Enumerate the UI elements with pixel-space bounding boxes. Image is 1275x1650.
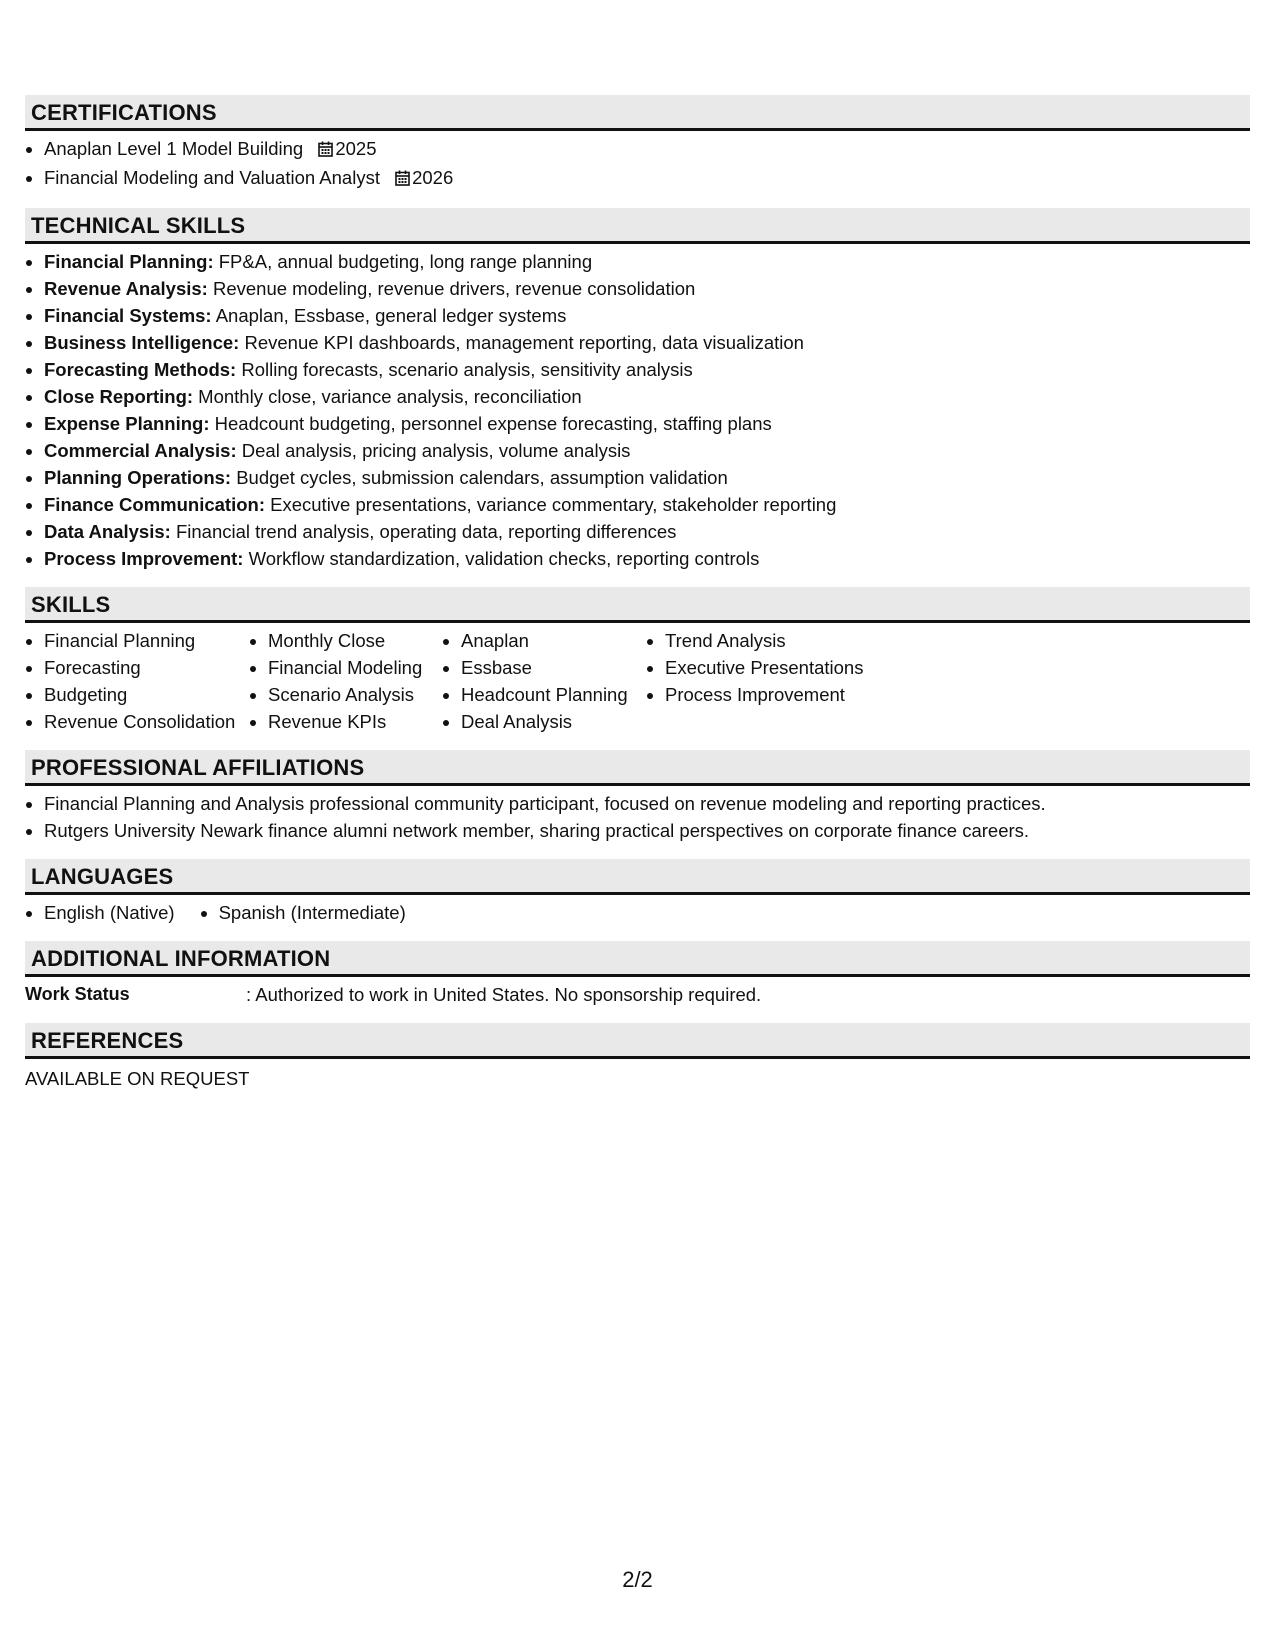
section-title: TECHNICAL SKILLS [25, 208, 1250, 244]
resume-page [25, 95, 1250, 1107]
references-text: AVAILABLE ON REQUEST [25, 1068, 250, 1089]
list-item: • Revenue KPIs [268, 708, 442, 735]
list-item: • Process Improvement [665, 681, 885, 708]
skill-detail: Workflow standardization, validation checks, reporting controls [243, 548, 760, 569]
skills-column [646, 627, 885, 735]
list-item [44, 329, 1250, 356]
affiliations-list [25, 790, 1250, 844]
list-item [44, 383, 1250, 410]
skills-column [442, 627, 646, 735]
language-item: • Spanish (Intermediate) [219, 899, 406, 926]
additional-info-section [25, 941, 1250, 1008]
technical-skills-section [25, 208, 1250, 572]
list-item: • Monthly Close [268, 627, 442, 654]
list-item [44, 410, 1250, 437]
list-item: • Trend Analysis [665, 627, 885, 654]
work-status-label: Work Status [25, 984, 130, 1004]
list-item: • Budgeting [44, 681, 249, 708]
list-item [44, 135, 1250, 164]
skill-detail: Deal analysis, pricing analysis, volume analysis [236, 440, 631, 461]
skill-detail: Revenue modeling, revenue drivers, revenue consolidation [207, 278, 696, 299]
skill-category: Expense Planning: [44, 413, 210, 434]
list-item: • Forecasting [44, 654, 249, 681]
certifications-list [25, 135, 1250, 193]
skill-detail: Budget cycles, submission calendars, assumption validation [231, 467, 728, 488]
languages-section [25, 859, 1250, 926]
list-item: • Rutgers University Newark finance alumni network member, sharing practical perspectives on corporate finance careers. [44, 817, 1250, 844]
technical-skills-list [25, 248, 1250, 572]
list-item [44, 248, 1250, 275]
skills-column [249, 627, 442, 735]
references-section [25, 1023, 1250, 1092]
list-item: • Financial Modeling [268, 654, 442, 681]
skill-detail: Anaplan, Essbase, general ledger systems [211, 305, 567, 326]
list-item: • Headcount Planning [461, 681, 646, 708]
list-item [44, 164, 1250, 193]
list-item: • Revenue Consolidation [44, 708, 249, 735]
skill-category: Finance Communication: [44, 494, 265, 515]
skill-category: Process Improvement: [44, 548, 244, 569]
skill-detail: Financial trend analysis, operating data, reporting differences [170, 521, 677, 542]
skill-category: Financial Systems: [44, 305, 212, 326]
language-item: • English (Native) [44, 899, 175, 926]
list-item [44, 545, 1250, 572]
skill-category: Revenue Analysis: [44, 278, 208, 299]
skills-column [25, 627, 249, 735]
calendar-icon [318, 137, 333, 164]
skill-detail: Revenue KPI dashboards, management reporting, data visualization [239, 332, 804, 353]
skill-category: Planning Operations: [44, 467, 232, 488]
list-item [44, 437, 1250, 464]
list-item: • Scenario Analysis [268, 681, 442, 708]
page-number: 2/2 [622, 1567, 653, 1592]
list-item: • Anaplan [461, 627, 646, 654]
section-title: PROFESSIONAL AFFILIATIONS [25, 750, 1250, 786]
section-title: ADDITIONAL INFORMATION [25, 941, 1250, 977]
skill-detail: Monthly close, variance analysis, reconciliation [193, 386, 582, 407]
certification-year: 2025 [335, 138, 377, 159]
skill-category: Close Reporting: [44, 386, 194, 407]
list-item: • Financial Planning [44, 627, 249, 654]
list-item [44, 464, 1250, 491]
certification-year: 2026 [412, 167, 454, 188]
skills-columns [25, 627, 1250, 735]
section-title: LANGUAGES [25, 859, 1250, 895]
calendar-icon [395, 166, 410, 193]
work-status-row [25, 981, 1250, 1008]
work-status-value: : Authorized to work in United States. No sponsorship required. [246, 984, 762, 1005]
skill-category: Data Analysis: [44, 521, 171, 542]
languages-list [25, 899, 1250, 926]
list-item: • Essbase [461, 654, 646, 681]
skills-section [25, 587, 1250, 735]
skill-category: Commercial Analysis: [44, 440, 237, 461]
skill-category: Forecasting Methods: [44, 359, 237, 380]
skill-detail: Rolling forecasts, scenario analysis, sensitivity analysis [236, 359, 693, 380]
certification-name: Financial Modeling and Valuation Analyst [44, 167, 380, 188]
skill-detail: Executive presentations, variance commentary, stakeholder reporting [265, 494, 837, 515]
certification-name: Anaplan Level 1 Model Building [44, 138, 304, 159]
skill-category: Business Intelligence: [44, 332, 240, 353]
list-item: • Executive Presentations [665, 654, 885, 681]
list-item [44, 356, 1250, 383]
section-title: REFERENCES [25, 1023, 1250, 1059]
list-item [44, 518, 1250, 545]
list-item: • Financial Planning and Analysis professional community participant, focused on revenue modeling and reporting practices. [44, 790, 1250, 817]
skill-detail: Headcount budgeting, personnel expense forecasting, staffing plans [209, 413, 772, 434]
certifications-section [25, 95, 1250, 193]
list-item [44, 302, 1250, 329]
list-item [44, 275, 1250, 302]
skill-category: Financial Planning: [44, 251, 214, 272]
section-title: CERTIFICATIONS [25, 95, 1250, 131]
list-item [44, 491, 1250, 518]
section-title: SKILLS [25, 587, 1250, 623]
skill-detail: FP&A, annual budgeting, long range planning [213, 251, 593, 272]
affiliations-section [25, 750, 1250, 844]
list-item: • Deal Analysis [461, 708, 646, 735]
